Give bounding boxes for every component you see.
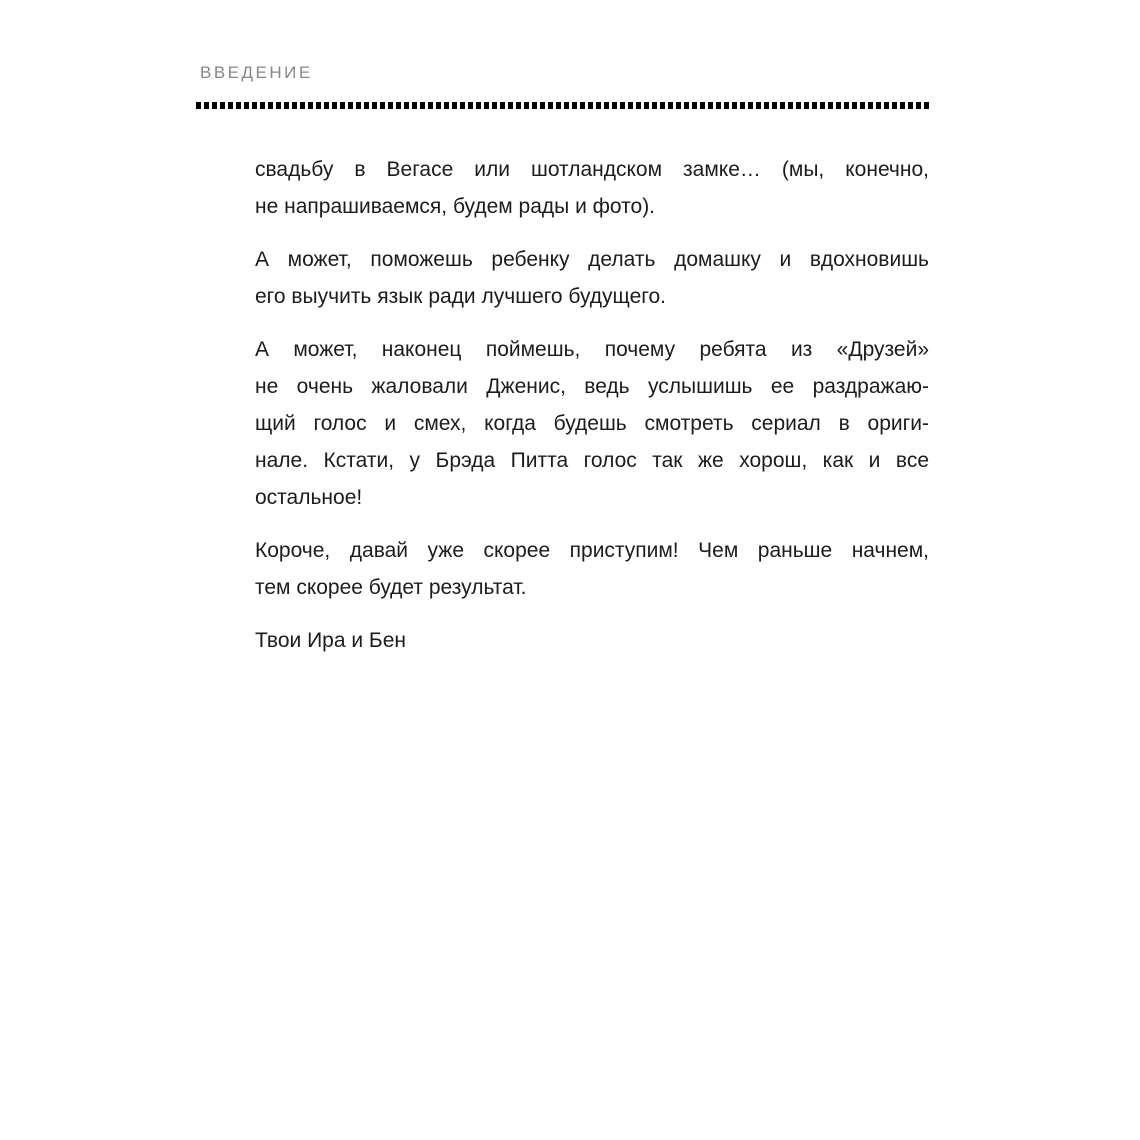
paragraph xyxy=(255,151,929,225)
paragraph-line: не напрашиваемся, будем рады и фото). xyxy=(255,195,656,218)
paragraph-line: А может, поможешь ребенку делать домашку и вдохновишь xyxy=(255,248,929,271)
paragraph-line: тем скорее будет результат. xyxy=(255,576,527,599)
paragraph-line: нале. Кстати, у Брэда Питта голос так же хорош, как и все xyxy=(255,449,929,472)
paragraph xyxy=(255,622,929,659)
paragraph-line: щий голос и смех, когда будешь смотреть сериал в ориги- xyxy=(255,412,929,435)
paragraph xyxy=(255,331,929,516)
paragraph-line: А может, наконец поймешь, почему ребята из «Друзей» xyxy=(255,338,929,361)
signature-line: Твои Ира и Бен xyxy=(255,629,406,652)
paragraph-line: остальное! xyxy=(255,486,363,509)
paragraph-line: его выучить язык ради лучшего будущего. xyxy=(255,285,666,308)
dotted-divider xyxy=(196,102,929,109)
page-body-text xyxy=(255,151,929,675)
paragraph xyxy=(255,241,929,315)
chapter-heading: ВВЕДЕНИЕ xyxy=(200,63,313,82)
paragraph-line: Короче, давай уже скорее приступим! Чем раньше начнем, xyxy=(255,539,929,562)
paragraph xyxy=(255,532,929,606)
paragraph-line: не очень жаловали Дженис, ведь услышишь ее раздражаю- xyxy=(255,375,929,398)
paragraph-line: свадьбу в Вегасе или шотландском замке… (мы, конечно, xyxy=(255,158,929,181)
